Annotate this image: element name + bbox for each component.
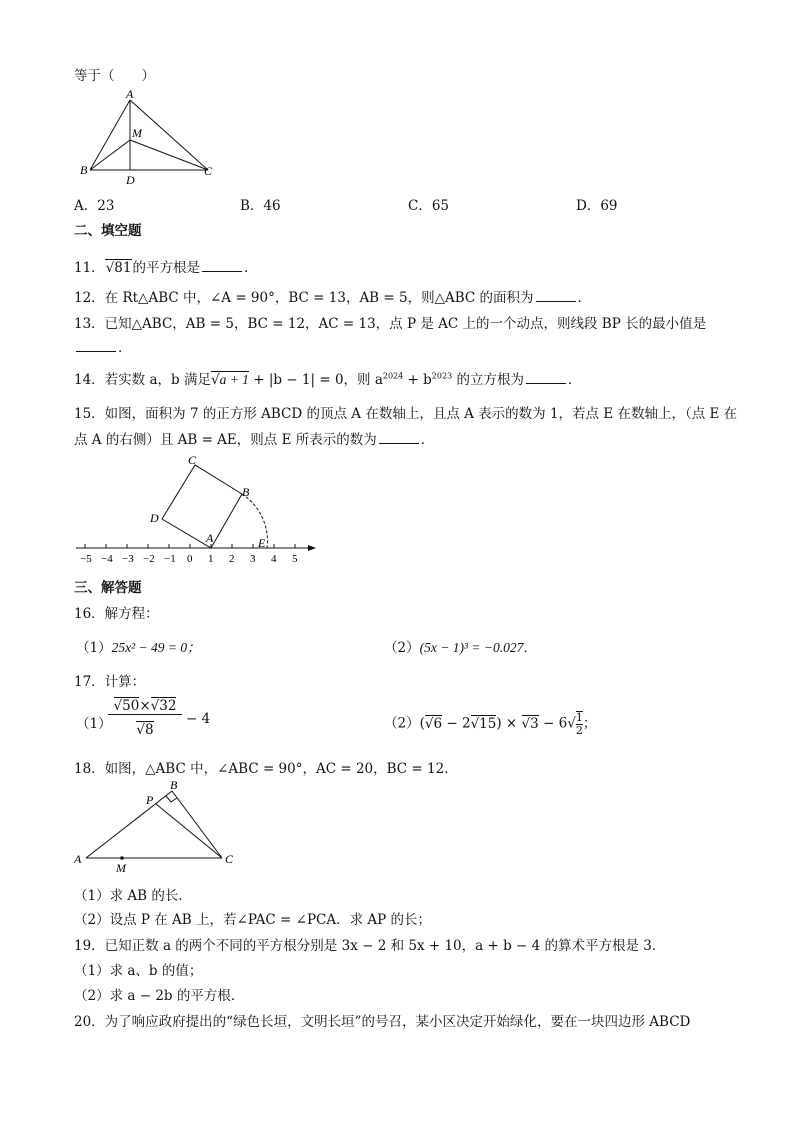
tick-label: −5 [80,553,92,565]
q11: 11．√81的平方根是 ． [74,260,258,276]
q12-answer-blank [536,289,576,302]
q12: 12．在 Rt△ABC 中，∠A = 90°，BC = 13，AB = 5，则△ABC 的面积为 ． [74,290,592,306]
q10-option-a: A．23 [74,198,115,214]
fig10-label-m: M [132,126,142,140]
fig15-label-a: A [206,531,214,545]
q11-answer-blank [202,259,242,272]
q14-answer-blank [526,371,566,384]
q13-blank-line: ． [74,336,132,356]
fig18-label-p: P [146,793,154,807]
q10-option-c: C．65 [408,198,450,214]
q17-part1-label: （1） [76,716,112,732]
section-solve-title: 三、解答题 [74,580,142,596]
tick-label: 3 [250,553,256,565]
fig18-label-a: A [74,852,82,866]
q10-option-b: B．46 [240,198,281,214]
q18-title: 18．如图，△ABC 中，∠ABC = 90°，AC = 20，BC = 12． [74,761,458,777]
tick-label: −3 [122,553,134,565]
fig15-label-c: C [188,453,197,467]
tick-label: −1 [164,553,176,565]
q15-figure [70,452,330,570]
fig18-label-m: M [116,861,126,875]
fig15-label-b: B [242,485,250,499]
tick-label: −4 [101,553,113,565]
fig10-label-b: B [80,163,88,177]
tick-label: 5 [292,553,298,565]
q14: 14．若实数 a，b 满足√a + 1 + |b − 1| = 0，则 $a^{2024} + b^{2023}$ 的立方根为 ． [74,371,582,388]
tick-label: 4 [271,553,277,565]
q10-figure [78,88,218,188]
tick-label: 2 [229,553,235,565]
section-fill-in-title: 二、填空题 [74,223,142,239]
q10-stem: 等于（ ） [74,68,155,84]
tick-label: −2 [143,553,155,565]
q15-line2: 点 A 的右侧）且 AB = AE，则点 E 所表示的数为 ． [74,432,435,448]
q17-part1-numerator: √50×√32 [108,698,182,715]
tick-label: 0 [187,553,193,565]
q13: 13．已知△ABC，AB = 5，BC = 12，AC = 13，点 P 是 AC 上的一个动点，则线段 BP 长的最小值是 [74,316,707,332]
q15-answer-blank [379,431,419,444]
q15-line1: 15．如图，面积为 7 的正方形 ABCD 的顶点 A 在数轴上，且点 A 表示的数为 1，若点 E 在数轴上，（点 E 在 [74,406,738,422]
q19-title: 19．已知正数 a 的两个不同的平方根分别是 3x − 2 和 5x + 10，a + b − 4 的算术平方根是 3． [74,938,666,954]
q17-part1-minus4: − 4 [186,711,211,727]
q17-part2: （2）(√6 − 2√15) × √3 − 6√ $\frac{1}{2}$ ； [384,711,597,737]
fig10-label-d: D [126,173,135,187]
q17-title: 17．计算： [74,674,146,690]
q18-part2: （2）设点 P 在 AB 上，若∠PAC = ∠PCA．求 AP 的长； [74,912,432,928]
q16-part2: （2）(5x − 1)³ = −0.027． [384,640,537,656]
q18-figure [70,778,250,876]
fig15-label-e: E [258,536,266,550]
fig10-label-a: A [126,88,134,101]
fig18-label-c: C [225,852,234,866]
q17-part1-denominator: √8 [136,722,154,738]
q19-part1: （1）求 a、b 的值； [74,963,203,979]
q18-part1: （1）求 AB 的长． [74,888,192,904]
fig18-label-b: B [170,778,178,792]
q20-title: 20．为了响应政府提出的“绿色长垣，文明长垣”的号召，某小区决定开始绿化，要在一块四边形 ABCD [74,1014,691,1030]
q13-answer-blank [76,339,116,352]
fig10-label-c: C [204,164,213,178]
q16-title: 16．解方程： [74,606,159,622]
q16-part1: （1）25x² − 49 = 0； [76,640,201,656]
q10-option-d: D．69 [576,198,618,214]
q19-part2: （2）求 a − 2b 的平方根． [74,988,245,1004]
tick-label: 1 [208,553,214,565]
fig15-label-d: D [150,511,159,525]
